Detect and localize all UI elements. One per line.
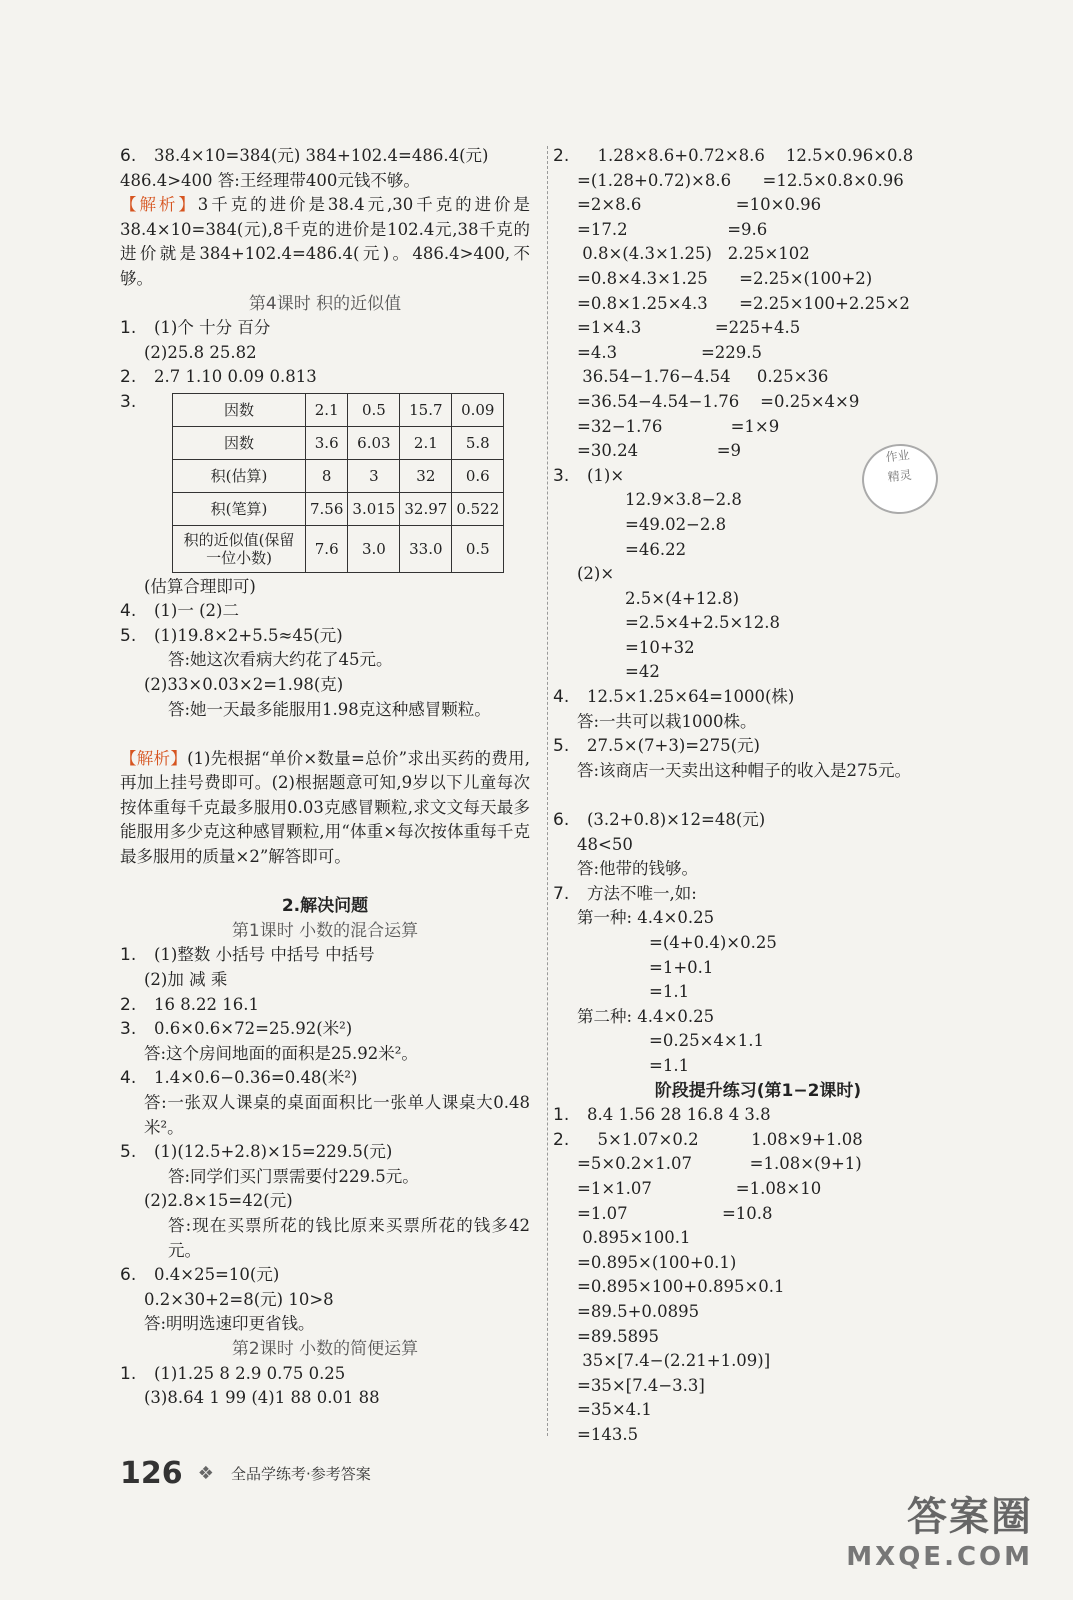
answer-line [553,636,963,661]
answer-text: =0.8×4.3×1.25 =2.25×(100+2) [577,268,873,288]
answer-line [120,1066,530,1091]
table-cell: 0.09 [452,393,504,426]
table-cell: 15.7 [400,393,452,426]
question-number: 2. [553,1129,570,1150]
table-cell: 5.8 [452,426,504,459]
diamond-icon: ❖ [197,1463,214,1484]
analysis-tag: 【解析】 [120,748,188,768]
table-cell: 2.1 [306,393,348,426]
answer-line [120,1140,530,1165]
answer-text: =143.5 [577,1424,639,1444]
answer-line [120,673,530,698]
answer-text: 12.5×1.25×64=1000(株) [587,687,795,707]
answer-text: 答:这个房间地面的面积是25.92米²。 [144,1043,418,1063]
answer-line [553,882,963,907]
answer-line [553,292,963,317]
page-footer [120,1456,371,1491]
answer-line [553,1275,963,1300]
answer-line [553,513,963,538]
answer-line [120,1263,530,1288]
question-number: 3. [120,391,137,412]
answer-line [120,193,530,291]
answer-text: 38.4×10=384(元) 384+102.4=486.4(元) [154,146,489,165]
table-cell: 33.0 [400,525,452,572]
table-cell: 3.6 [306,426,348,459]
answer-line [120,943,530,968]
table-cell: 8 [306,459,348,492]
answer-line [553,1029,963,1054]
answer-line [120,624,530,649]
right-column [553,144,963,1447]
answer-line [553,1374,963,1399]
answer-text: 1.28×8.6+0.72×8.6 12.5×0.96×0.8 [587,146,914,165]
answer-line [553,808,963,833]
table-cell: 0.6 [452,459,504,492]
answer-line [553,1177,963,1202]
table-row [173,459,504,492]
answer-line [553,1152,963,1177]
answer-line [553,538,963,563]
answer-text: 0.4×25=10(元) [154,1265,280,1285]
answer-text: =1+0.1 [649,957,714,977]
stamp-line-2: 精灵 [887,467,913,485]
table-row [173,393,504,426]
answer-text: 5×1.07×0.2 1.08×9+1.08 [587,1129,863,1149]
question-number: 2. [120,367,137,388]
answer-text: (1)整数 小括号 中括号 中括号 [154,945,375,965]
table-cell: 3.0 [348,525,400,572]
question-number: 5. [553,736,570,757]
answer-text: 3千克的进价是38.4元,30千克的进价是38.4×10=384(元),8千克的进价是102.4元,38千克的进价就是384+102.4=486.4(元)。486.4>400,不够。 [120,195,530,288]
question-number: 1. [120,1363,137,1384]
answer-text: =(4+0.4)×0.25 [649,933,777,952]
analysis-tag: 【解析】 [120,195,198,215]
answer-line [120,316,530,341]
answer-text: =(1.28+0.72)×8.6 =12.5×0.8×0.96 [577,170,904,190]
answer-text: =1.1 [649,1055,690,1075]
answer-line [120,599,530,624]
answer-text: 答:同学们买门票需要付229.5元。 [168,1166,419,1186]
answer-line [553,906,963,931]
answer-line [120,341,530,366]
answer-text: 12.9×3.8−2.8 [625,490,742,510]
watermark-title: 答案圈 [907,1494,1033,1540]
question-number: 1. [553,1105,570,1126]
answer-line [120,648,530,673]
answer-text: =32−1.76 =1×9 [577,416,780,436]
answer-line [120,698,530,747]
question-number: 5. [120,1142,137,1163]
answer-text: 答:该商店一天卖出这种帽子的收入是275元。 [577,760,912,780]
answer-text: (2)2.8×15=42(元) [144,1191,293,1211]
answer-text: 0.895×100.1 [577,1228,691,1248]
answer-line [553,660,963,685]
answer-text: 16 8.22 16.1 [154,994,259,1014]
question-number: 4. [553,687,570,708]
answer-text: 答:他带的钱够。 [577,859,699,879]
answer-text: (1)× [587,465,625,485]
answer-line [120,1214,530,1263]
question-number: 3. [553,465,570,486]
question-number: 1. [120,318,137,339]
table-cell: 7.6 [306,525,348,572]
answer-line [553,316,963,341]
footer-label: 全品学练考·参考答案 [230,1465,371,1483]
answer-text: =1×1.07 =1.08×10 [577,1178,822,1198]
answer-line [553,833,963,858]
answer-text: 0.6×0.6×72=25.92(米²) [154,1019,353,1039]
answer-text: =49.02−2.8 [625,514,727,534]
section-heading: 第2课时 小数的简便运算 [231,1338,419,1359]
answer-text: (3)8.64 1 99 (4)1 88 0.01 88 [144,1388,380,1408]
answer-text: 方法不唯一,如: [587,883,697,903]
table-cell: 6.03 [348,426,400,459]
answer-text: (3.2+0.8)×12=48(元) [587,810,766,830]
answer-text: 35×[7.4−(2.21+1.09)] [577,1351,771,1371]
answer-text: 答:她这次看病大约花了45元。 [168,650,393,670]
answer-line [553,587,963,612]
table-cell: 0.5 [452,525,504,572]
answer-text: (1)先根据“单价×数量=总价”求出买药的费用,再加上挂号费即可。(2)根据题意可知,9岁以下儿童每次按体重每千克最多服用0.03克感冒颗粒,求文文每天最多能服用多少克这种感冒颗粒,用“体重×每次按体重每千克最多服用的质量×2”解答即可。 [120,748,531,867]
answer-line [120,993,530,1018]
question-number: 5. [120,625,137,646]
answer-line [553,1054,963,1079]
answer-text: 8.4 1.56 28 16.8 4 3.8 [587,1105,771,1125]
column-divider [547,146,548,1436]
answer-text: 2.7 1.10 0.09 0.813 [154,367,317,387]
answer-line [120,365,530,390]
answer-text: (估算合理即可) [144,576,256,596]
table-cell: 32.97 [400,492,452,525]
answer-line [553,144,963,169]
answer-line [120,1386,530,1411]
watermark-url: MXQE.COM [846,1542,1033,1572]
answer-text: =17.2 =9.6 [577,219,768,239]
answer-text: =1.1 [649,982,690,1002]
question-number: 2. [553,146,570,166]
table-cell: 2.1 [400,426,452,459]
answer-line [553,931,963,956]
table-cell: 32 [400,459,452,492]
answer-text: =0.25×4×1.1 [649,1031,764,1051]
answer-text: (2)加 减 乘 [144,970,228,990]
answer-text: =10+32 [625,637,695,657]
answer-line [553,611,963,636]
question-number: 4. [120,1068,137,1089]
question-number: 6. [553,810,570,831]
answer-text: =0.895×(100+0.1) [577,1252,737,1272]
answer-line [553,1349,963,1374]
answer-line [553,390,963,415]
answer-line [120,169,530,194]
answer-text: =36.54−4.54−1.76 =0.25×4×9 [577,391,860,411]
answer-text: (1)19.8×2+5.5≈45(元) [154,625,343,645]
left-column [120,144,530,1411]
answer-text: =5×0.2×1.07 =1.08×(9+1) [577,1154,862,1174]
answer-line [553,365,963,390]
answer-text: =0.895×100+0.895×0.1 [577,1277,785,1297]
question-number: 6. [120,1265,137,1286]
answer-text: (1)个 十分 百分 [154,318,271,338]
answer-line [553,980,963,1005]
answer-line [120,575,530,600]
answer-line [553,1103,963,1128]
question-number: 4. [120,601,137,622]
section-heading: 第1课时 小数的混合运算 [231,920,419,941]
answer-line [553,1202,963,1227]
answer-line [553,218,963,243]
answer-line [553,734,963,759]
answer-text: 486.4>400 答:王经理带400元钱不够。 [120,170,420,190]
answer-line [553,1398,963,1423]
answer-line [120,1312,530,1337]
answer-text: (1)(12.5+2.8)×15=229.5(元) [154,1142,393,1162]
page-number: 126 [120,1456,183,1491]
answer-line [120,1042,530,1067]
answer-line [553,857,963,882]
answer-line [120,1362,530,1387]
table-cell: 0.522 [452,492,504,525]
question-number: 3. [120,1019,137,1040]
table-row [173,492,504,525]
answer-text: 答:她一天最多能服用1.98克这种感冒颗粒。 [168,699,491,719]
table-cell: 7.56 [306,492,348,525]
answer-line [120,144,530,169]
answer-text: (2)33×0.03×2=1.98(克) [144,674,344,694]
answer-line [120,747,530,895]
answer-line [120,1288,530,1313]
table-row-label: 积(估算) [173,459,306,492]
answer-text: (2)25.8 25.82 [144,342,257,362]
answer-text: (1)1.25 8 2.9 0.75 0.25 [154,1363,346,1383]
table-cell: 3.015 [348,492,400,525]
table-row-label: 积的近似值(保留一位小数) [173,525,306,572]
answer-text: =89.5+0.0895 [577,1301,700,1321]
question-number: 2. [120,994,137,1015]
answer-line [553,415,963,440]
answer-line [553,562,963,587]
answer-line [120,1017,530,1042]
answer-text: =1×4.3 =225+4.5 [577,318,801,338]
answer-line [553,1325,963,1350]
answer-line [553,169,963,194]
answer-line [553,1300,963,1325]
answer-line [553,685,963,710]
question-number: 1. [120,945,137,966]
section-heading: 阶段提升练习(第1−2课时) [654,1080,862,1101]
table-row [173,525,504,572]
table-cell: 3 [348,459,400,492]
answer-text: 36.54−1.76−4.54 0.25×36 [577,367,829,387]
answer-text: 27.5×(7+3)=275(元) [587,736,760,756]
answer-line [553,267,963,292]
table-row-label: 因数 [173,426,306,459]
answer-text: =42 [625,662,660,682]
answer-text: =35×4.1 [577,1400,652,1420]
answer-text: =46.22 [625,539,687,559]
section-heading: 2.解决问题 [281,896,369,917]
answer-text: =4.3 =229.5 [577,342,763,362]
answer-line [553,710,963,735]
watermark [846,1485,1033,1572]
answer-line [120,1091,530,1140]
answer-text: 0.2×30+2=8(元) 10>8 [144,1289,334,1309]
answer-text: =1.07 =10.8 [577,1203,773,1223]
answer-line [553,341,963,366]
answer-text: 答:明明选速印更省钱。 [144,1314,315,1334]
answer-text: (2)× [577,564,615,584]
answer-line [553,1423,963,1448]
answer-text: =30.24 =9 [577,441,742,461]
answer-line [120,1165,530,1190]
answer-text: 48<50 [577,834,633,854]
answer-text: 1.4×0.6−0.36=0.48(米²) [154,1068,358,1088]
answer-line [553,759,963,808]
answer-line [553,956,963,981]
answer-text: =0.8×1.25×4.3 =2.25×100+2.25×2 [577,293,910,313]
question-number: 7. [553,883,570,904]
answer-text: =2×8.6 =10×0.96 [577,195,822,215]
answer-line [553,1128,963,1153]
product-table [172,393,504,573]
answer-text: =89.5895 [577,1326,660,1346]
table-row [173,426,504,459]
answer-text: 2.5×(4+12.8) [625,588,740,608]
answer-text: =2.5×4+2.5×12.8 [625,613,781,633]
answer-line [553,1251,963,1276]
question-number: 6. [120,146,137,166]
answer-text: 第一种: 4.4×0.25 [577,908,715,928]
answer-text: 0.8×(4.3×1.25) 2.25×102 [577,244,810,264]
answer-text: 答:一张双人课桌的桌面面积比一张单人课桌大0.48米²。 [144,1093,530,1137]
answer-text: 答:一共可以栽1000株。 [577,711,757,731]
answer-line [553,193,963,218]
table-row-label: 因数 [173,393,306,426]
answer-text: (1)一 (2)二 [154,601,239,621]
answer-line [120,1189,530,1214]
answer-line [120,968,530,993]
table-row-label: 积(笔算) [173,492,306,525]
stamp-line-1: 作业 [884,447,911,465]
answer-text: 答:现在买票所花的钱比原来买票所花的钱多42元。 [168,1216,530,1260]
answer-line [553,242,963,267]
answer-text: 第二种: 4.4×0.25 [577,1006,715,1026]
table-cell: 0.5 [348,393,400,426]
section-heading: 第4课时 积的近似值 [248,293,402,314]
answer-line [553,1226,963,1251]
answer-line [553,1005,963,1030]
answer-text: =35×[7.4−3.3] [577,1375,705,1395]
